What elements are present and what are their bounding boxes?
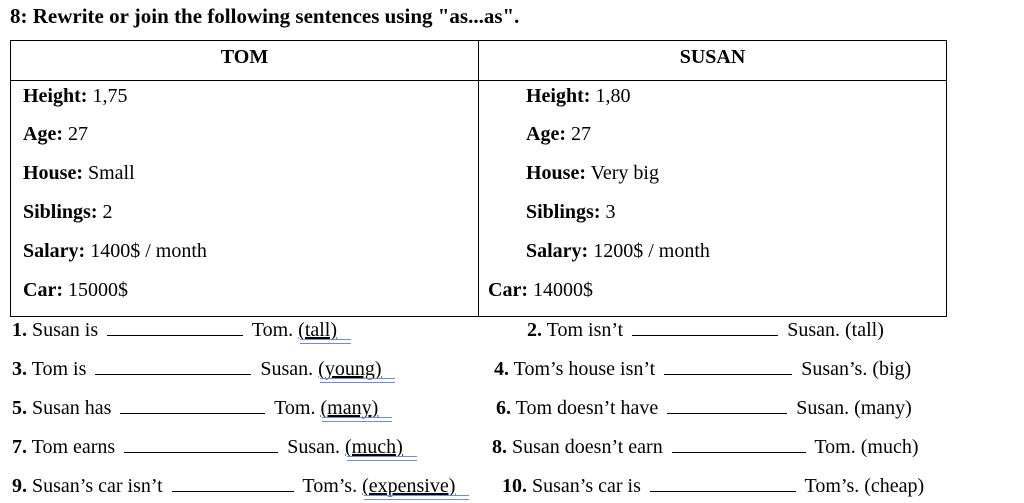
exercise-7 [12,436,403,459]
susan-salary-row [526,240,710,263]
exercise-3 [12,358,381,381]
row-label: House: [23,162,83,184]
exercise-continuation: Tom. (much) [814,436,919,458]
exercise-8 [492,436,919,459]
exercise-10 [502,475,924,498]
exercise-number: 7. [12,436,27,458]
exercise-hint: (tall) [298,319,338,341]
exercise-prompt: Tom isn’t [546,319,624,341]
tom-house-row [23,162,135,185]
tom-salary-row [23,240,207,263]
spellcheck-underline [364,495,469,500]
answer-blank[interactable] [664,358,792,375]
table-header-tom: TOM [220,46,269,68]
table-column-divider [478,41,479,316]
exercise-continuation: Susan. (tall) [787,319,884,341]
tom-height-value: 1,75 [92,85,128,107]
exercise-prompt: Tom doesn’t have [515,397,659,419]
exercise-number: 3. [12,358,27,380]
exercise-4 [494,358,911,381]
exercise-prompt: Tom earns [31,436,116,458]
exercise-hint: (young) [318,358,382,380]
tom-house-value: Small [88,162,135,184]
table-header-susan: SUSAN [679,46,746,68]
exercise-number: 4. [494,358,509,380]
susan-height-row [526,85,630,108]
row-label: Height: [526,85,591,107]
row-label: Salary: [526,240,589,262]
spellcheck-underline [347,456,417,461]
tom-siblings-value: 2 [102,201,113,223]
exercise-continuation: Susan. [260,358,314,380]
answer-blank[interactable] [120,397,265,414]
tom-height-row [23,85,127,108]
exercise-prompt: Susan doesn’t earn [512,436,663,458]
answer-blank[interactable] [107,319,243,336]
row-label: Height: [23,85,88,107]
answer-blank[interactable] [632,319,778,336]
row-label: Siblings: [526,201,601,223]
susan-house-row [526,162,659,185]
answer-blank[interactable] [172,475,294,492]
exercise-heading: 8: Rewrite or join the following sentences using "as...as". [10,4,520,28]
exercise-continuation: Susan’s. (big) [801,358,912,380]
exercise-prompt: Susan’s car is [532,475,641,497]
susan-car-row [488,279,593,302]
exercise-number: 8. [492,436,507,458]
susan-siblings-row [526,201,615,224]
exercise-2 [527,319,884,342]
row-label: Car: [23,279,63,301]
susan-house-value: Very big [590,162,659,184]
susan-car-value: 14000$ [532,279,593,301]
tom-car-value: 15000$ [67,279,128,301]
exercise-prompt: Susan is [32,319,99,341]
susan-siblings-value: 3 [605,201,616,223]
exercise-number: 5. [12,397,27,419]
exercise-continuation: Susan. [287,436,341,458]
exercise-hint: (expensive) [362,475,456,497]
exercise-number: 2. [527,319,542,341]
exercise-number: 9. [12,475,27,497]
exercise-prompt: Susan’s car isn’t [32,475,163,497]
susan-age-value: 27 [570,123,591,145]
exercise-1 [12,319,337,342]
answer-blank[interactable] [124,436,278,453]
comparison-table [10,40,947,317]
exercise-number: 10. [502,475,527,497]
exercise-continuation: Tom. [251,319,294,341]
table-header-divider [11,80,946,81]
exercise-continuation: Tom’s. (cheap) [804,475,925,497]
row-label: Age: [23,123,63,145]
exercise-prompt: Tom is [31,358,87,380]
exercise-prompt: Susan has [32,397,112,419]
exercise-9 [12,475,455,498]
susan-age-row [526,123,591,146]
exercise-prompt: Tom’s house isn’t [513,358,656,380]
susan-salary-value: 1200$ / month [593,240,710,262]
tom-salary-value: 1400$ / month [90,240,207,262]
row-label: Age: [526,123,566,145]
exercise-number: 1. [12,319,27,341]
exercise-5 [12,397,378,420]
susan-height-value: 1,80 [595,85,631,107]
tom-age-row [23,123,88,146]
row-label: Siblings: [23,201,98,223]
answer-blank[interactable] [95,358,251,375]
row-label: Salary: [23,240,86,262]
answer-blank[interactable] [667,397,787,414]
tom-siblings-row [23,201,112,224]
exercise-continuation: Tom’s. [302,475,358,497]
exercise-hint: (many) [320,397,379,419]
row-label: Car: [488,279,528,301]
exercise-continuation: Tom. [274,397,316,419]
spellcheck-underline [322,417,392,422]
exercise-6 [496,397,912,420]
exercise-number: 6. [496,397,511,419]
answer-blank[interactable] [650,475,796,492]
spellcheck-underline [300,339,351,344]
spellcheck-underline [320,378,395,383]
exercise-continuation: Susan. (many) [796,397,912,419]
tom-car-row [23,279,128,302]
tom-age-value: 27 [67,123,88,145]
row-label: House: [526,162,586,184]
answer-blank[interactable] [672,436,806,453]
exercise-hint: (much) [345,436,403,458]
